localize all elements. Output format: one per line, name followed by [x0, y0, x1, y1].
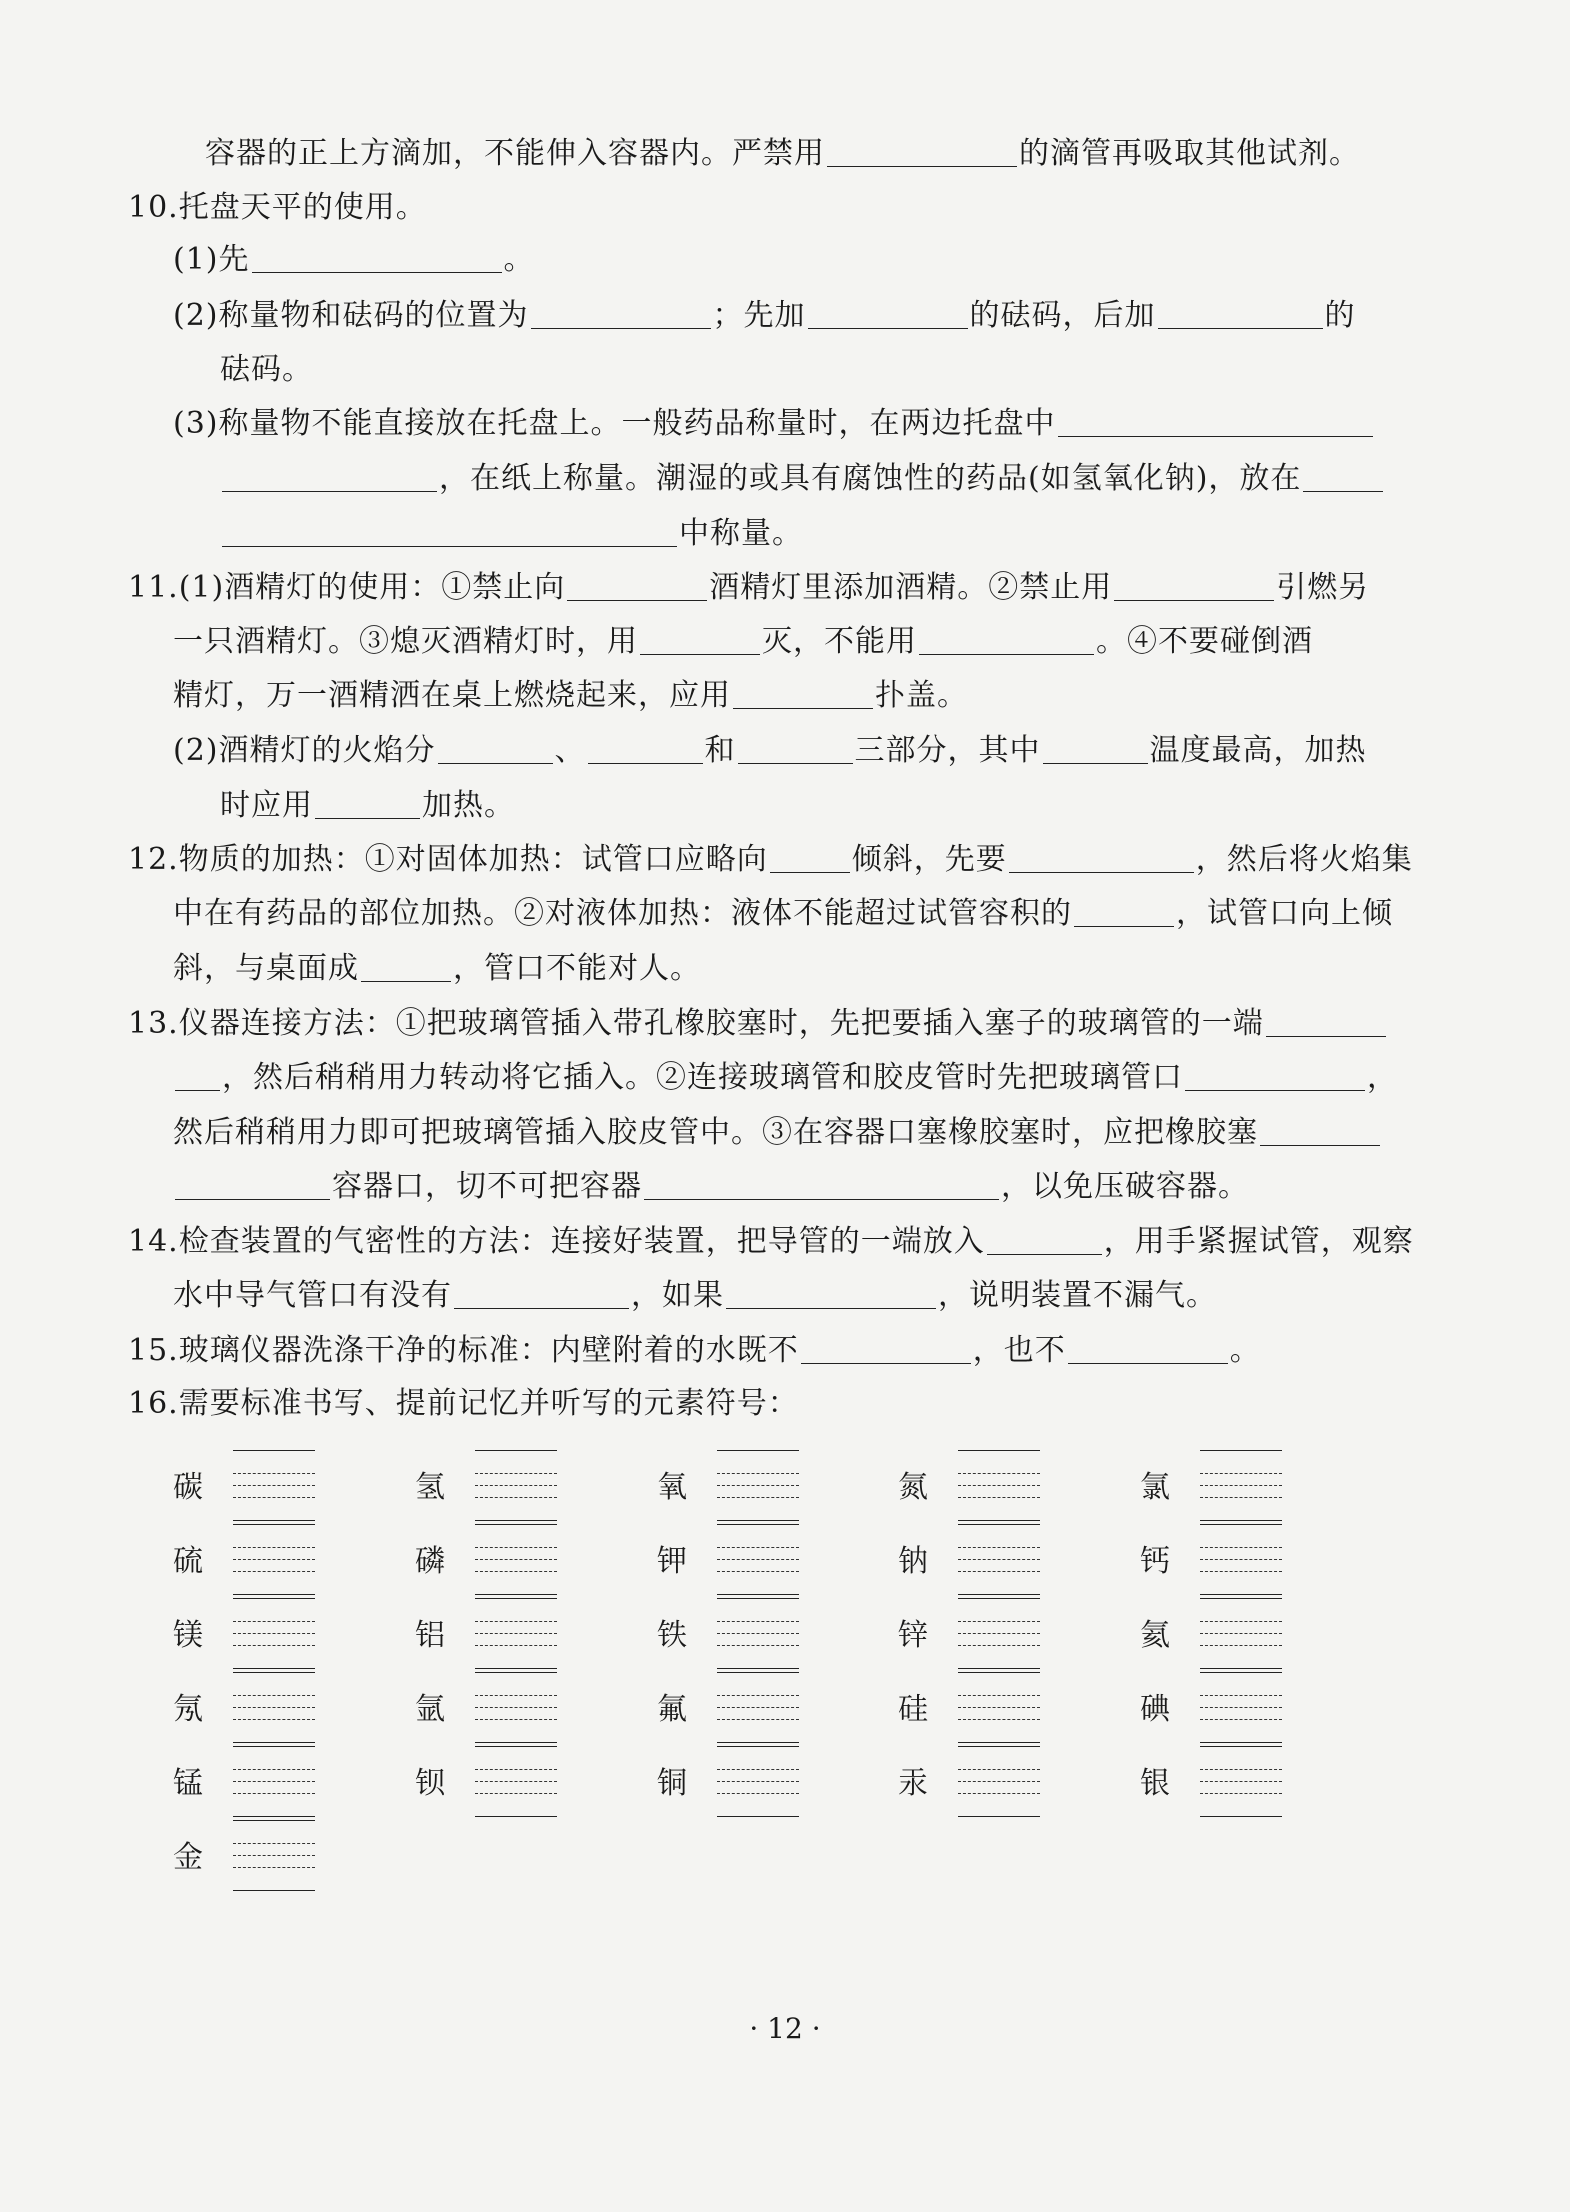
symbol-writing-box[interactable] [233, 1746, 315, 1818]
answer-blank[interactable] [1185, 1060, 1365, 1091]
text-segment: 一只酒精灯。③熄灭酒精灯时，用 [173, 624, 638, 659]
text-line [128, 188, 427, 228]
text-line [220, 514, 803, 554]
element-name: 磷 [415, 1544, 445, 1579]
answer-blank[interactable] [361, 951, 451, 982]
text-segment: 容器的正上方滴加，不能伸入容器内。严禁用 [205, 136, 825, 171]
text-segment: 中在有药品的部位加热。②对液体加热：液体不能超过试管容积的 [173, 896, 1072, 931]
answer-blank[interactable] [919, 624, 1094, 655]
answer-blank[interactable] [1009, 842, 1194, 873]
symbol-writing-box[interactable] [233, 1524, 315, 1596]
text-line [128, 1331, 1261, 1371]
element-item [173, 1672, 343, 1744]
symbol-writing-box[interactable] [233, 1450, 315, 1522]
text-segment: 中称量。 [679, 516, 803, 551]
answer-blank[interactable] [640, 624, 760, 655]
element-name: 氮 [898, 1470, 928, 1505]
answer-blank[interactable] [454, 1278, 629, 1309]
symbol-writing-box[interactable] [717, 1672, 799, 1744]
element-item [898, 1746, 1068, 1818]
element-item [173, 1820, 343, 1892]
text-segment: 斜，与桌面成 [173, 951, 359, 986]
element-name: 氢 [415, 1470, 445, 1505]
text-segment: ，用手紧握试管，观察 [1103, 1224, 1414, 1259]
answer-blank[interactable] [588, 733, 703, 764]
text-segment: 14.检查装置的气密性的方法：连接好装置，把导管的一端放入 [128, 1224, 985, 1259]
text-line [128, 568, 1369, 608]
answer-blank[interactable] [1068, 1333, 1228, 1364]
symbol-writing-box[interactable] [717, 1450, 799, 1522]
text-segment: 。 [1229, 1333, 1261, 1368]
text-segment: 12.物质的加热：①对固体加热：试管口应略向 [128, 842, 768, 877]
text-segment: (2)酒精灯的火焰分 [173, 733, 436, 768]
element-item [657, 1672, 827, 1744]
element-name: 铜 [657, 1766, 687, 1801]
answer-blank[interactable] [1043, 733, 1148, 764]
answer-blank[interactable] [644, 1169, 999, 1200]
symbol-writing-box[interactable] [1200, 1450, 1282, 1522]
symbol-writing-box[interactable] [717, 1746, 799, 1818]
text-segment: 。④不要碰倒酒 [1096, 624, 1313, 659]
symbol-writing-box[interactable] [475, 1598, 557, 1670]
text-segment: 加热。 [422, 788, 515, 823]
text-segment: 容器口，切不可把容器 [332, 1169, 642, 1204]
answer-blank[interactable] [1074, 896, 1174, 927]
element-item [173, 1746, 343, 1818]
text-segment: ，试管口向上倾 [1176, 896, 1393, 931]
text-segment: ，在纸上称量。潮湿的或具有腐蚀性的药品(如氢氧化钠)，放在 [439, 461, 1302, 496]
element-name: 氩 [415, 1692, 445, 1727]
answer-blank[interactable] [726, 1278, 936, 1309]
element-item [415, 1450, 585, 1522]
answer-blank[interactable] [222, 461, 437, 492]
text-segment: 13.仪器连接方法：①把玻璃管插入带孔橡胶塞时，先把要插入塞子的玻璃管的一端 [128, 1006, 1264, 1041]
symbol-writing-box[interactable] [475, 1672, 557, 1744]
element-item [898, 1672, 1068, 1744]
text-line [173, 1058, 1398, 1098]
element-item [898, 1598, 1068, 1670]
text-segment: 引燃另 [1276, 570, 1370, 605]
symbol-writing-box[interactable] [958, 1524, 1040, 1596]
answer-blank[interactable] [567, 570, 707, 601]
text-segment: 、 [554, 733, 586, 768]
symbol-writing-box[interactable] [1200, 1524, 1282, 1596]
symbol-writing-box[interactable] [958, 1450, 1040, 1522]
symbol-writing-box[interactable] [475, 1450, 557, 1522]
answer-blank[interactable] [733, 678, 873, 709]
text-line [128, 840, 1413, 880]
element-item [415, 1524, 585, 1596]
element-name: 氟 [657, 1692, 687, 1727]
text-segment: ， [1367, 1060, 1398, 1095]
element-name: 碳 [173, 1470, 203, 1505]
answer-blank[interactable] [1158, 298, 1323, 329]
text-line [173, 676, 968, 716]
text-segment: 和 [704, 733, 736, 768]
answer-blank[interactable] [1114, 570, 1274, 601]
element-name: 钾 [657, 1544, 687, 1579]
text-line [173, 240, 535, 280]
element-name: 氧 [657, 1470, 687, 1505]
page-number: · 12 · [749, 2012, 821, 2045]
element-name: 锰 [173, 1766, 203, 1801]
text-segment: (1)先 [173, 242, 250, 277]
text-line [173, 404, 1375, 444]
symbol-writing-box[interactable] [1200, 1746, 1282, 1818]
symbol-writing-box[interactable] [958, 1746, 1040, 1818]
text-segment: 扑盖。 [875, 678, 968, 713]
text-segment: 的滴管再吸取其他试剂。 [1019, 136, 1360, 171]
text-segment: 精灯，万一酒精洒在桌上燃烧起来，应用 [173, 678, 731, 713]
answer-blank[interactable] [252, 242, 502, 273]
element-item [1140, 1524, 1310, 1596]
element-item [657, 1450, 827, 1522]
element-item [173, 1524, 343, 1596]
text-line [173, 622, 1313, 662]
element-name: 金 [173, 1840, 203, 1875]
text-segment: 15.玻璃仪器洗涤干净的标准：内壁附着的水既不 [128, 1333, 799, 1368]
symbol-writing-box[interactable] [717, 1598, 799, 1670]
element-name: 汞 [898, 1766, 928, 1801]
answer-blank[interactable] [315, 788, 420, 819]
element-item [1140, 1746, 1310, 1818]
element-name: 铝 [415, 1618, 445, 1653]
answer-blank[interactable] [808, 298, 968, 329]
element-name: 镁 [173, 1618, 203, 1653]
symbol-writing-box[interactable] [475, 1524, 557, 1596]
text-segment: ，说明装置不漏气。 [938, 1278, 1217, 1313]
element-name: 碘 [1140, 1692, 1170, 1727]
text-segment: ；先加 [712, 298, 806, 333]
element-item [1140, 1450, 1310, 1522]
element-name: 锌 [898, 1618, 928, 1653]
text-segment: 三部分，其中 [854, 733, 1041, 768]
text-line [205, 134, 1360, 174]
answer-blank[interactable] [222, 516, 677, 547]
element-name: 钠 [898, 1544, 928, 1579]
element-name: 硫 [173, 1544, 203, 1579]
text-line [173, 1276, 1217, 1316]
symbol-writing-box[interactable] [233, 1672, 315, 1744]
answer-blank[interactable] [987, 1224, 1102, 1255]
text-segment: (2)称量物和砝码的位置为 [173, 298, 529, 333]
text-line [173, 731, 1367, 771]
text-segment: 酒精灯里添加酒精。②禁止用 [709, 570, 1113, 605]
text-segment: 的 [1324, 298, 1356, 333]
text-segment: 砝码。 [220, 352, 313, 387]
answer-blank[interactable] [175, 1060, 220, 1091]
text-line [173, 949, 701, 989]
text-line [220, 350, 313, 390]
text-segment: 时应用 [220, 788, 313, 823]
element-name: 硅 [898, 1692, 928, 1727]
element-item [898, 1524, 1068, 1596]
element-item [415, 1598, 585, 1670]
text-segment: ，然后将火焰集 [1195, 842, 1413, 877]
symbol-writing-box[interactable] [958, 1598, 1040, 1670]
text-segment: 的砝码，后加 [969, 298, 1156, 333]
element-item [657, 1746, 827, 1818]
symbol-writing-box[interactable] [233, 1820, 315, 1892]
symbol-writing-box[interactable] [717, 1524, 799, 1596]
answer-blank[interactable] [1058, 406, 1373, 437]
text-line [128, 1222, 1414, 1262]
text-segment: ，管口不能对人。 [453, 951, 701, 986]
text-segment: (3)称量物不能直接放在托盘上。一般药品称量时，在两边托盘中 [173, 406, 1056, 441]
symbol-writing-box[interactable] [475, 1746, 557, 1818]
answer-blank[interactable] [1260, 1115, 1380, 1146]
text-segment: 。 [503, 242, 535, 277]
answer-blank[interactable] [801, 1333, 971, 1364]
text-line [220, 459, 1385, 499]
text-segment: 然后稍稍用力即可把玻璃管插入胶皮管中。③在容器口塞橡胶塞时，应把橡胶塞 [173, 1115, 1258, 1150]
text-line [128, 1004, 1388, 1044]
element-name: 氖 [173, 1692, 203, 1727]
text-segment: 水中导气管口有没有 [173, 1278, 452, 1313]
answer-blank[interactable] [531, 298, 711, 329]
answer-blank[interactable] [175, 1169, 330, 1200]
text-line [173, 1113, 1382, 1153]
answer-blank[interactable] [770, 842, 850, 873]
element-name: 钙 [1140, 1544, 1170, 1579]
text-line [173, 894, 1393, 934]
element-name: 钡 [415, 1766, 445, 1801]
text-line [173, 296, 1356, 336]
text-segment: 16.需要标准书写、提前记忆并听写的元素符号： [128, 1386, 799, 1421]
element-item [898, 1450, 1068, 1522]
element-item [657, 1598, 827, 1670]
element-name: 氯 [1140, 1470, 1170, 1505]
text-line [128, 1384, 799, 1424]
element-item [415, 1672, 585, 1744]
element-name: 银 [1140, 1766, 1170, 1801]
symbol-writing-box[interactable] [233, 1598, 315, 1670]
answer-blank[interactable] [1266, 1006, 1386, 1037]
element-item [415, 1746, 585, 1818]
element-item [657, 1524, 827, 1596]
text-line [173, 1167, 1249, 1207]
symbol-writing-box[interactable] [958, 1672, 1040, 1744]
answer-blank[interactable] [438, 733, 553, 764]
symbol-writing-box[interactable] [1200, 1672, 1282, 1744]
text-segment: 倾斜，先要 [851, 842, 1007, 877]
element-item [173, 1450, 343, 1522]
answer-blank[interactable] [827, 136, 1017, 167]
element-name: 氦 [1140, 1618, 1170, 1653]
element-item [1140, 1672, 1310, 1744]
symbol-writing-box[interactable] [1200, 1598, 1282, 1670]
text-segment: 温度最高，加热 [1149, 733, 1367, 768]
text-segment: 灭，不能用 [762, 624, 917, 659]
text-segment: ，以免压破容器。 [1001, 1169, 1249, 1204]
answer-blank[interactable] [738, 733, 853, 764]
text-segment: 10.托盘天平的使用。 [128, 190, 427, 225]
text-line [220, 786, 515, 826]
text-segment: ，如果 [631, 1278, 724, 1313]
element-item [173, 1598, 343, 1670]
answer-blank[interactable] [1303, 461, 1383, 492]
text-segment: ，然后稍稍用力转动将它插入。②连接玻璃管和胶皮管时先把玻璃管口 [222, 1060, 1183, 1095]
text-segment: ，也不 [972, 1333, 1066, 1368]
element-name: 铁 [657, 1618, 687, 1653]
text-segment: 11.(1)酒精灯的使用：①禁止向 [128, 570, 566, 605]
element-item [1140, 1598, 1310, 1670]
